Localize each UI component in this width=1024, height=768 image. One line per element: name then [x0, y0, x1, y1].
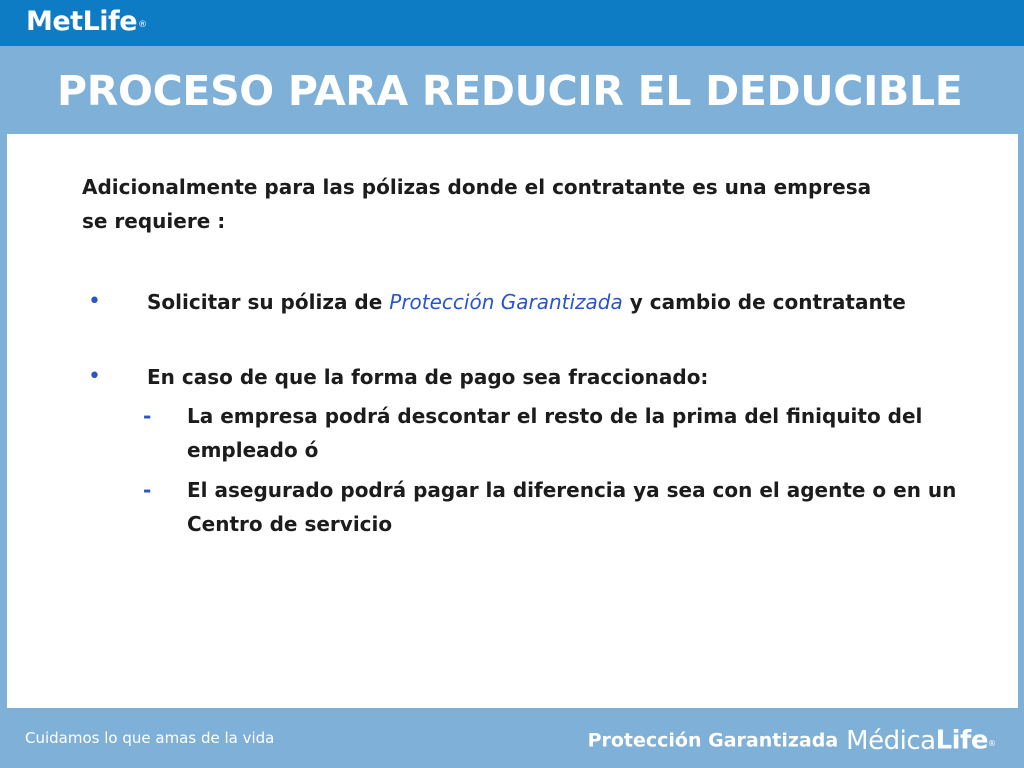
sub-list-text: La empresa podrá descontar el resto de la prima del finiquito del empleado ó — [187, 404, 923, 462]
logo-registered-mark: ® — [138, 20, 147, 30]
bullet-item — [82, 360, 962, 394]
intro-paragraph: Adicionalmente para las pólizas donde el contratante es una empresa se requiere : — [82, 175, 872, 233]
sub-list-item — [143, 473, 963, 541]
footer-product-logo — [588, 722, 996, 759]
sub-list-marker: - — [143, 478, 152, 502]
bullet-text: En caso de que la forma de pago sea fraccionado: — [147, 365, 709, 389]
bullet-emphasis: Protección Garantizada — [389, 290, 623, 314]
sub-list-item — [143, 399, 963, 467]
page-title: PROCESO PARA REDUCIR EL DEDUCIBLE — [57, 67, 963, 115]
logo-text: MetLife — [26, 6, 138, 37]
bullet-text — [147, 285, 957, 319]
footer-registered-mark: ® — [988, 739, 996, 748]
sub-list-text: El asegurado podrá pagar la diferencia ya sea con el agente o en un Centro de servicio — [187, 478, 957, 536]
bullet-text-after: y cambio de contratante — [622, 290, 906, 314]
footer-brand-medica: Médica — [846, 725, 936, 756]
bullet-marker: • — [88, 289, 101, 314]
footer-product-name: Protección Garantizada — [587, 729, 839, 752]
bullet-marker: • — [88, 364, 101, 389]
top-bar — [0, 0, 1024, 46]
footer-brand-life: Life — [935, 725, 988, 756]
sub-list-marker: - — [143, 404, 152, 428]
bullet-item — [82, 285, 962, 353]
bullet-text-before: Solicitar su póliza de — [147, 290, 390, 314]
footer-tagline: Cuidamos lo que amas de la vida — [25, 729, 275, 747]
metlife-logo — [26, 5, 147, 39]
